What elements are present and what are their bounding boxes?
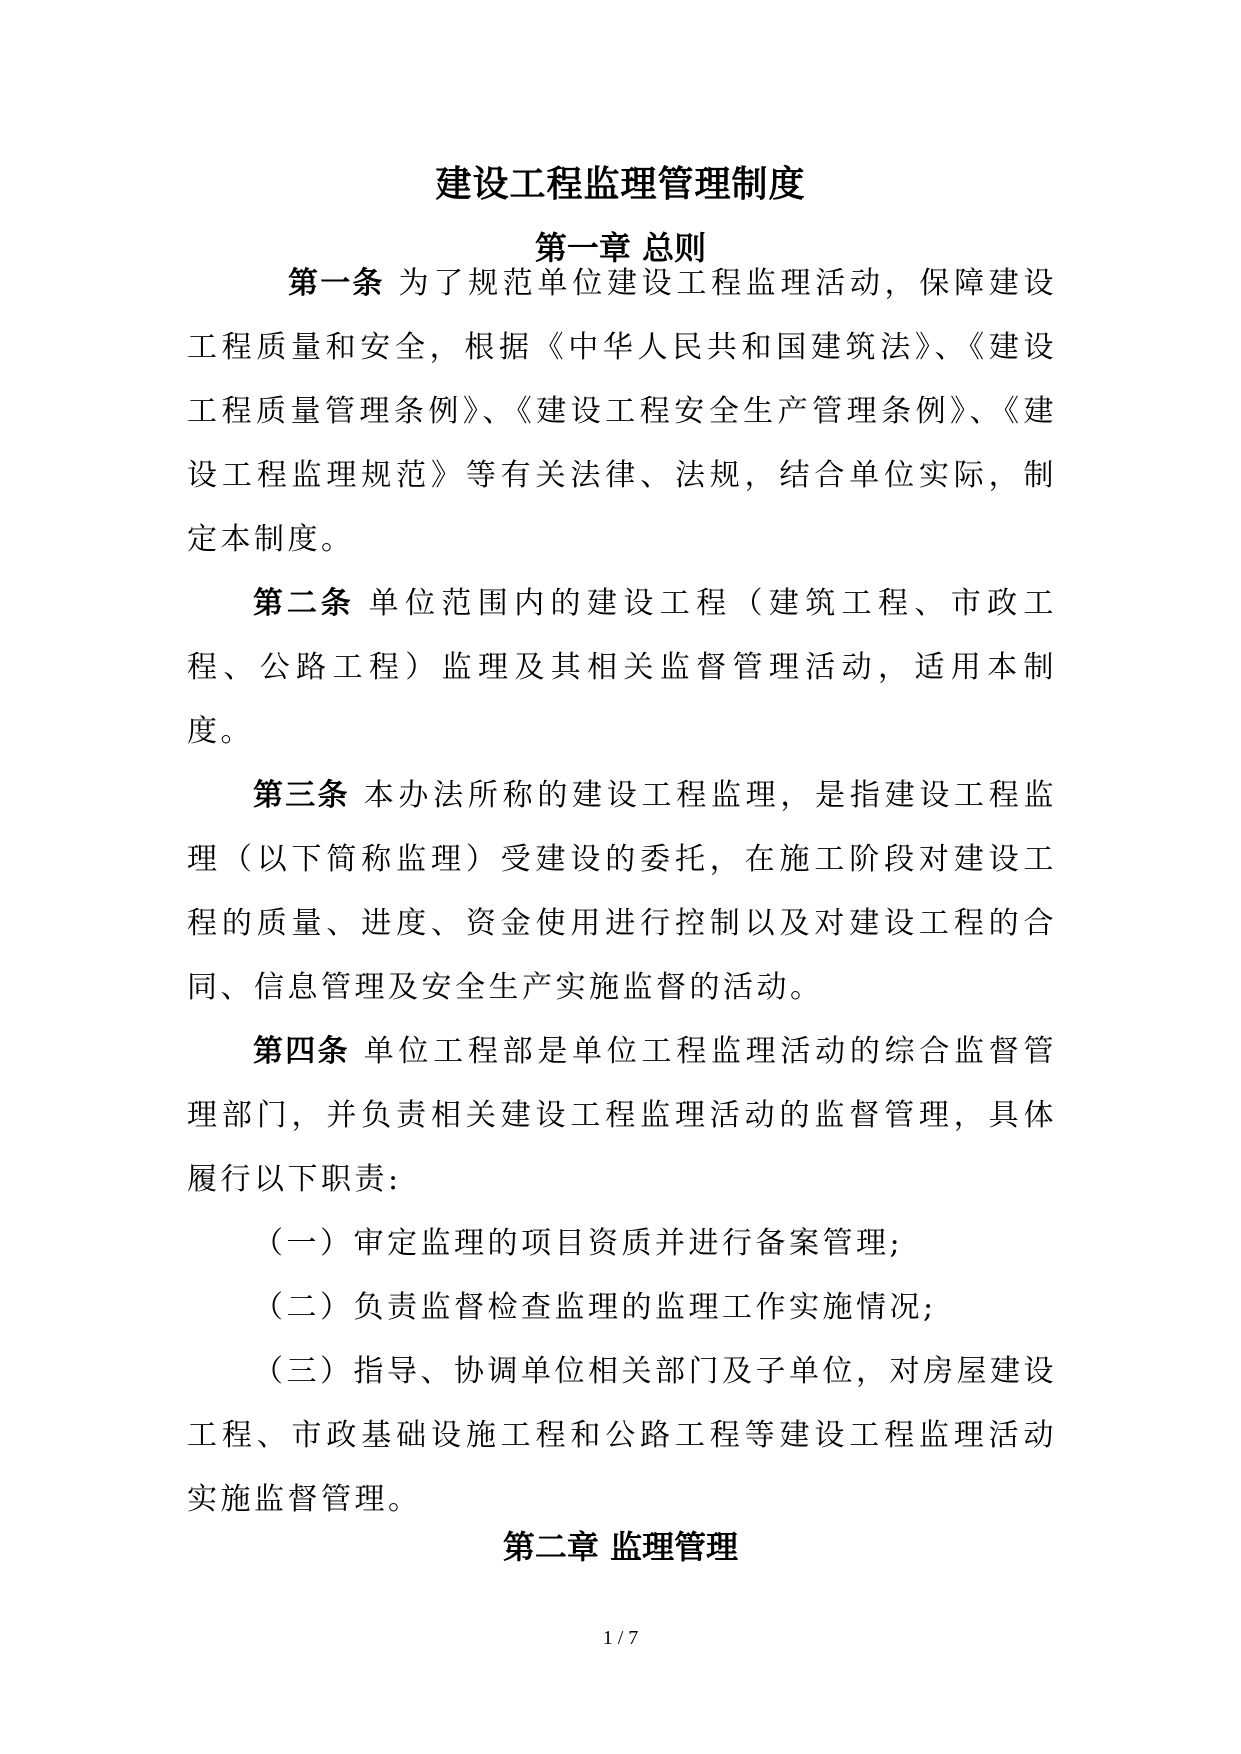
list-item: （二）负责监督检查监理的监理工作实施情况; — [253, 1290, 937, 1325]
article-4 — [187, 1020, 1057, 1212]
chapter-1-body — [187, 252, 1057, 1532]
list-item: （三）指导、协调单位相关部门及子单位，对房屋建设工程、市政基础设施工程和公路工程等建设工程监理活动实施监督管理。 — [187, 1354, 1057, 1517]
article-4-label: 第四条 — [253, 1034, 350, 1069]
article-2 — [187, 572, 1057, 764]
article-3-text: 本办法所称的建设工程监理，是指建设工程监理（以下简称监理）受建设的委托，在施工阶段对建设工程的质量、进度、资金使用进行控制以及对建设工程的合同、信息管理及安全生产实施监督的活动。 — [187, 778, 1058, 1005]
chapter-2-heading: 第二章 监理管理 — [502, 1528, 739, 1566]
article-3-label: 第三条 — [253, 778, 350, 813]
article-2-text: 单位范围内的建设工程（建筑工程、市政工程、公路工程）监理及其相关监督管理活动，适用本制度。 — [187, 586, 1058, 749]
chapter-1-heading: 第一章 总则 — [534, 229, 707, 267]
article-2-label: 第二条 — [253, 586, 355, 621]
article-1-label: 第一条 — [288, 266, 385, 301]
document-title: 建设工程监理管理制度 — [435, 163, 806, 205]
page-number: 1 / 7 — [602, 1627, 639, 1649]
article-3 — [187, 764, 1057, 1020]
article-4-text: 单位工程部是单位工程监理活动的综合监督管理部门，并负责相关建设工程监理活动的监督管理，具体履行以下职责: — [187, 1034, 1058, 1197]
article-1-text: 为了规范单位建设工程监理活动，保障建设工程质量和安全，根据《中华人民共和国建筑法》、《建设工程质量管理条例》、《建设工程安全生产管理条例》、《建设工程监理规范》等有关法律、法规，结合单位实际，制定本制度。 — [187, 266, 1058, 557]
article-1 — [187, 252, 1057, 572]
list-item: （一）审定监理的项目资质并进行备案管理; — [253, 1226, 904, 1261]
